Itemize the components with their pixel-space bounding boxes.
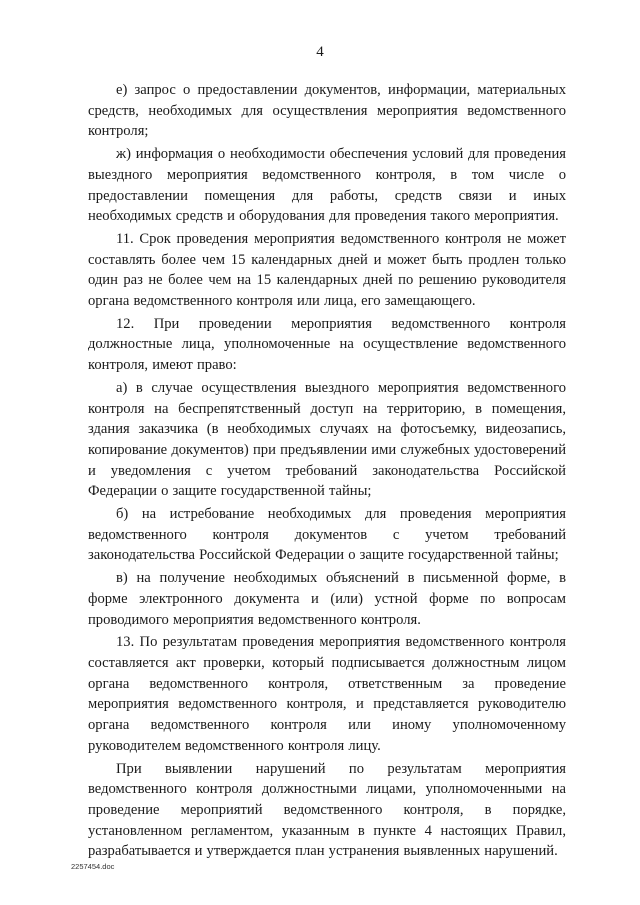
document-body [88, 80, 566, 864]
paragraph-e-request: е) запрос о предоставлении документов, информации, материальных средств, необходимых для осуществления мероприятия ведомственного контроля; [88, 82, 566, 140]
paragraph-12v-explanations: в) на получение необходимых объяснений в письменной форме, в форме электронного документа и (или) устной форме по вопросам проводимого мероприятия ведомственного контроля. [88, 570, 566, 628]
paragraph-12a-access: а) в случае осуществления выездного мероприятия ведомственного контроля на беспрепятственный доступ на территорию, в помещения, здания заказчика (в необходимых случаях на фотосъемку, видеозапись, копирование документов) при предъявлении ими служебных удостоверений и уведомления с учетом требований законодательства Российской Федерации о защите государственной тайны; [88, 379, 566, 500]
paragraph-violations-plan: При выявлении нарушений по результатам мероприятия ведомственного контроля должностными лицами, уполномоченными на проведение мероприятий ведомственного контроля, в порядке, установленном регламентом, указанным в пункте 4 настоящих Правил, разрабатывается и утверждается план устранения выявленных нарушений. [88, 760, 566, 860]
paragraph-zh-information: ж) информация о необходимости обеспечения условий для проведения выездного мероприятия ведомственного контроля, в том числе о предоставлении помещения для работы, средств связи и иных необходимых средств и оборудования для проведения такого мероприятия. [88, 146, 566, 225]
paragraph-13-act: 13. По результатам проведения мероприятия ведомственного контроля составляется акт проверки, который подписывается должностным лицом органа ведомственного контроля, ответственным за проведение мероприятия ведомственного контроля, и представляется руководителю органа ведомственного контроля или иному уполномоченному руководителем ведомственного контроля лицу. [88, 634, 566, 754]
paragraph-12b-documents: б) на истребование необходимых для проведения мероприятия ведомственного контроля документов с учетом требований законодательства Российской Федерации о защите государственной тайны; [88, 506, 566, 564]
footer-filename: 2257454.doc [71, 862, 115, 871]
paragraph-12-rights: 12. При проведении мероприятия ведомственного контроля должностные лица, уполномоченные на осуществление ведомственного контроля, имеют право: [88, 315, 566, 374]
paragraph-11-term: 11. Срок проведения мероприятия ведомственного контроля не может составлять более чем 15 календарных дней и может быть продлен только один раз не более чем на 15 календарных дней по решению руководителя органа ведомственного контроля или лица, его замещающего. [88, 230, 566, 310]
page-number: 4 [316, 44, 324, 60]
